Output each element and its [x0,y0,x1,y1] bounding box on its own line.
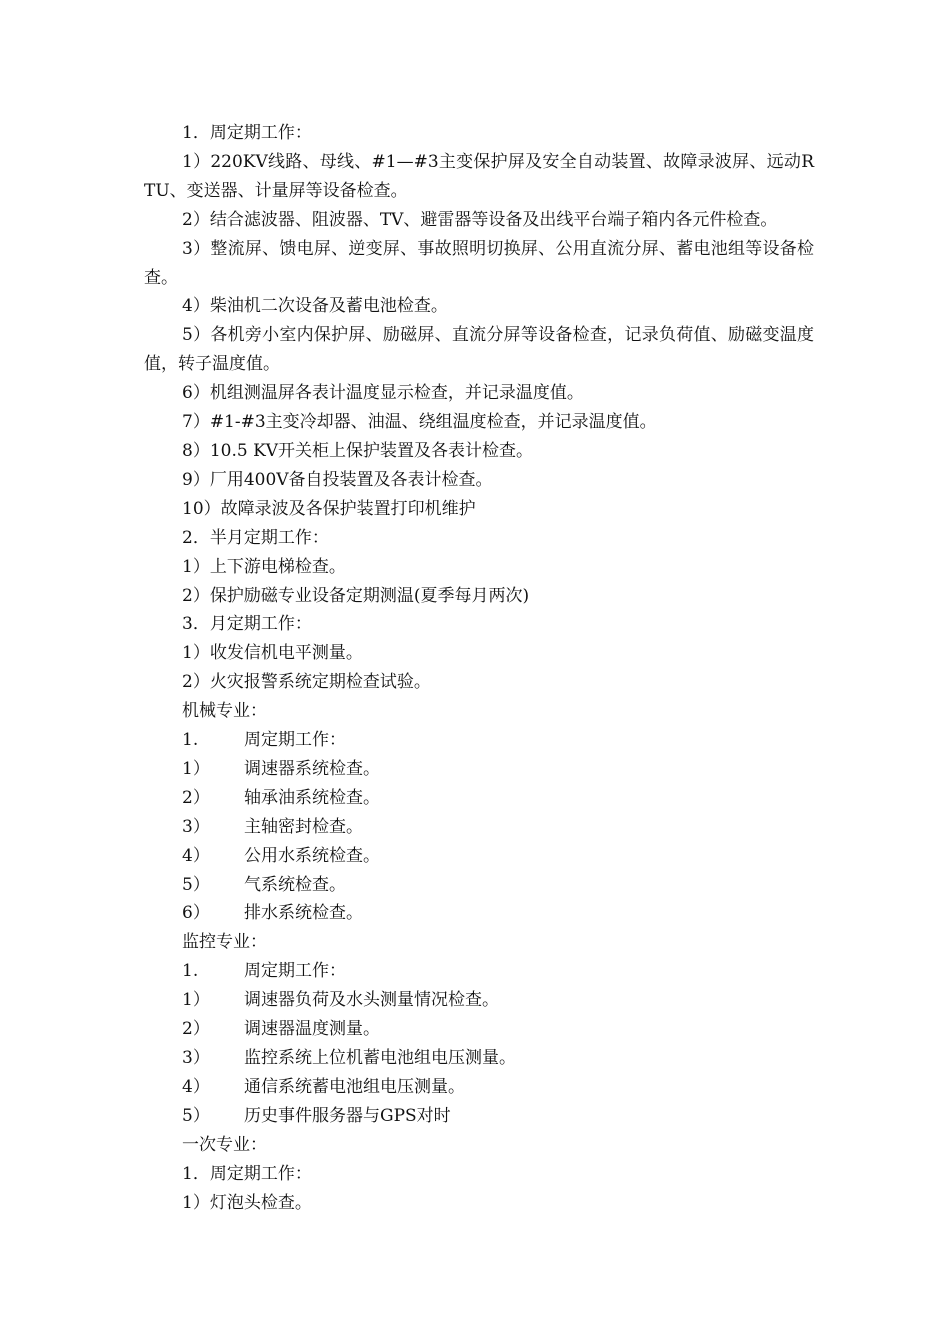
list-text: 通信系统蓄电池组电压测量。 [244,1076,465,1097]
list-item [144,1044,814,1073]
weekly-heading: 1．周定期工作： [182,1163,312,1184]
list-item [144,726,814,755]
paragraph-item: 2）保护励磁专业设备定期测温(夏季每月两次) [182,585,530,606]
list-number: 1） [182,758,210,779]
paragraph-item: 6）机组测温屏各表计温度显示检查，并记录温度值。 [182,383,584,404]
monthly-heading: 3．月定期工作： [182,614,312,635]
list-number: 2） [182,1019,210,1040]
monitoring-section-title: 监控专业： [182,932,267,953]
document-body [144,119,814,1217]
paragraph-item: 1）灯泡头检查。 [182,1192,312,1213]
paragraph-item: 9）厂用400V备自投装置及各表计检查。 [182,469,493,490]
list-text: 周定期工作： [244,961,346,982]
list-number: 3） [182,1048,210,1068]
paragraph-item: 1）收发信机电平测量。 [182,643,363,664]
list-number: 5） [182,1105,210,1126]
list-item [144,842,814,871]
paragraph-item: 1）上下游电梯检查。 [182,556,346,577]
paragraph-item: 3）整流屏、馈电屏、逆变屏、事故照明切换屏、公用直流分屏、蓄电池组等设备检查。 [144,238,814,288]
list-number: 4） [182,1076,210,1097]
paragraph-item: 7）#1-#3主变冷却器、油温、绕组温度检查，并记录温度值。 [182,412,657,433]
list-item [144,1073,814,1102]
paragraph-item: 4）柴油机二次设备及蓄电池检查。 [182,296,448,317]
list-text: 排水系统检查。 [244,903,363,924]
list-number: 4） [182,845,210,866]
list-text: 调速器负荷及水头测量情况检查。 [244,990,499,1011]
weekly-heading: 1．周定期工作： [182,123,312,143]
list-number: 1） [182,990,210,1011]
paragraph-item: 10）故障录波及各保护装置打印机维护 [182,498,476,519]
paragraph-item: 8）10.5 KV开关柜上保护装置及各表计检查。 [182,440,534,461]
list-item [144,957,814,986]
list-number: 6） [182,903,210,924]
list-text: 主轴密封检查。 [244,816,363,837]
list-text: 轴承油系统检查。 [244,787,380,808]
paragraph-item: 2）火灾报警系统定期检查试验。 [182,672,431,693]
paragraph-item: 1）220KV线路、母线、#1—#3主变保护屏及安全自动装置、故障录波屏、远动RTU、变送器、计量屏等设备检查。 [144,151,814,201]
list-item [144,1102,814,1131]
list-text: 气系统检查。 [244,874,346,895]
list-text: 调速器温度测量。 [244,1019,380,1040]
list-text: 历史事件服务器与GPS对时 [244,1105,451,1126]
list-number: 1. [182,730,199,751]
list-text: 监控系统上位机蓄电池组电压测量。 [244,1048,516,1068]
list-item [144,784,814,813]
list-text: 公用水系统检查。 [244,845,380,866]
list-number: 5） [182,874,210,895]
mechanical-section-title: 机械专业： [182,701,267,722]
list-number: 1. [182,961,199,982]
list-item [144,1015,814,1044]
paragraph-item: 2）结合滤波器、阻波器、TV、避雷器等设备及出线平台端子箱内各元件检查。 [182,209,778,230]
list-item [144,986,814,1015]
primary-section-title: 一次专业： [182,1134,267,1155]
list-number: 2） [182,787,210,808]
list-item [144,755,814,784]
halfmonth-heading: 2．半月定期工作： [182,527,329,548]
list-item [144,899,814,928]
list-item [144,871,814,900]
list-item [144,813,814,842]
list-text: 调速器系统检查。 [244,758,380,779]
list-text: 周定期工作： [244,730,346,751]
paragraph-item: 5）各机旁小室内保护屏、励磁屏、直流分屏等设备检查，记录负荷值、励磁变温度值，转子温度值。 [144,325,814,375]
list-number: 3） [182,816,210,837]
